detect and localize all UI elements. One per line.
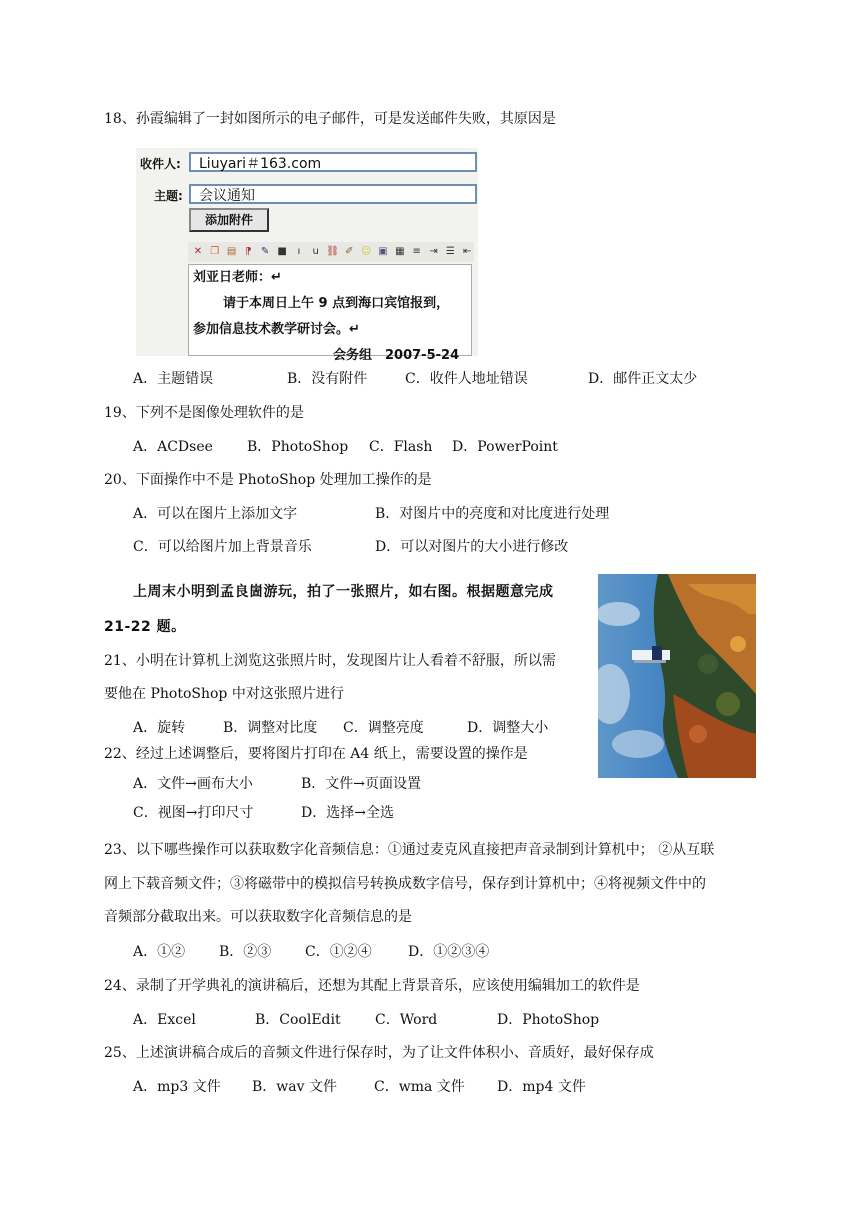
- q22-option-b: B．文件→页面设置: [301, 776, 422, 792]
- q24-stem: 24、录制了开学典礼的演讲稿后，还想为其配上背景音乐，应该使用编辑加工的软件是: [104, 978, 640, 994]
- mountain-photo: [598, 574, 756, 778]
- to-label: 收件人:: [140, 157, 181, 171]
- intro-line-2: 21-22 题。: [104, 619, 186, 635]
- q25-option-c: C．wma 文件: [374, 1079, 465, 1095]
- q18-option-b: B．没有附件: [287, 371, 368, 387]
- q24-option-a: A．Excel: [133, 1012, 196, 1028]
- q18-option-d: D．邮件正文太少: [588, 371, 698, 387]
- subject-field: 会议通知: [189, 184, 477, 204]
- q23-line-2: 网上下载音频文件；③将磁带中的模拟信号转换成数字信号，保存到计算机中；④将视频文件中的: [104, 876, 706, 892]
- q20-option-b: B．对图片中的亮度和对比度进行处理: [375, 506, 610, 522]
- body-line: 请于本周日上午 9 点到海口宾馆报到，: [223, 296, 450, 311]
- q18-option-a: A．主题错误: [133, 371, 214, 387]
- attach-button: 添加附件: [189, 208, 269, 232]
- q21-line-2: 要他在 PhotoShop 中对这张照片进行: [104, 686, 344, 702]
- q22-option-c: C．视图→打印尺寸: [133, 805, 254, 821]
- emoticon-icon: ☺: [360, 246, 372, 257]
- q20-option-a: A．可以在图片上添加文字: [133, 506, 298, 522]
- body-line: 会务组 2007-5-24: [333, 348, 460, 363]
- to-field: Liuyari＃163.com: [189, 152, 477, 172]
- q24-option-b: B．CoolEdit: [255, 1012, 341, 1028]
- color-icon: ✎: [261, 246, 270, 257]
- q21-option-b: B．调整对比度: [223, 720, 318, 736]
- q24-option-c: C．Word: [375, 1012, 438, 1028]
- q25-option-b: B．wav 文件: [252, 1079, 337, 1095]
- table-icon: ▦: [395, 246, 405, 257]
- q22-stem: 22、经过上述调整后，要将图片打印在 A4 纸上，需要设置的操作是: [104, 746, 528, 762]
- body-line: 参加信息技术教学研讨会。↵: [193, 322, 360, 337]
- q23-line-3: 音频部分截取出来。可以获取数字化音频信息的是: [104, 909, 412, 925]
- q19-option-b: B．PhotoShop: [247, 439, 349, 455]
- landscape-image-icon: [598, 574, 756, 778]
- q25-option-a: A．mp3 文件: [133, 1079, 221, 1095]
- q23-option-c: C．①②④: [305, 944, 372, 960]
- link-icon: ⛓: [326, 246, 339, 257]
- q19-option-c: C．Flash: [369, 439, 433, 455]
- subject-label: 主题:: [154, 189, 183, 203]
- copy-icon: ❐: [210, 246, 220, 257]
- q19-option-a: A．ACDsee: [133, 439, 213, 455]
- q23-line-1: 23、以下哪些操作可以获取数字化音频信息：①通过麦克风直接把声音录制到计算机中； ②从互联: [104, 842, 715, 858]
- q18-stem: 18、孙霞编辑了一封如图所示的电子邮件，可是发送邮件失败，其原因是: [104, 111, 556, 127]
- paste-icon: ▤: [226, 246, 237, 257]
- outdent-icon: ⇤: [462, 246, 472, 257]
- q20-option-c: C．可以给图片加上背景音乐: [133, 539, 312, 555]
- q23-option-d: D．①②③④: [408, 944, 490, 960]
- q22-option-d: D．选择→全选: [301, 805, 394, 821]
- editor-toolbar: [188, 242, 474, 262]
- italic-icon: ı: [297, 246, 301, 257]
- intro-line-1: 上周末小明到孟良崮游玩，拍了一张照片，如右图。根据题意完成: [133, 584, 554, 600]
- list-icon: ☰: [445, 246, 455, 257]
- email-body: [188, 264, 472, 363]
- email-screenshot: [136, 148, 478, 363]
- q20-stem: 20、下面操作中不是 PhotoShop 处理加工操作的是: [104, 472, 432, 488]
- pen-icon: ✐: [345, 246, 354, 257]
- q21-line-1: 21、小明在计算机上浏览这张照片时，发现图片让人看着不舒服，所以需: [104, 653, 556, 669]
- image-icon: ▣: [378, 246, 388, 257]
- q19-option-d: D．PowerPoint: [452, 439, 558, 455]
- q25-option-d: D．mp4 文件: [497, 1079, 586, 1095]
- q22-option-a: A．文件→画布大小: [133, 776, 253, 792]
- q21-option-a: A．旋转: [133, 720, 186, 736]
- underline-icon: u: [312, 246, 319, 257]
- q21-option-d: D．调整大小: [467, 720, 549, 736]
- cut-icon: ✕: [193, 246, 203, 257]
- q24-option-d: D．PhotoShop: [497, 1012, 600, 1028]
- q23-option-b: B．②③: [219, 944, 272, 960]
- bold-icon: ■: [277, 246, 287, 257]
- q19-stem: 19、下列不是图像处理软件的是: [104, 405, 304, 421]
- q20-option-d: D．可以对图片的大小进行修改: [375, 539, 569, 555]
- q21-option-c: C．调整亮度: [343, 720, 424, 736]
- font-icon: ⁋: [245, 246, 252, 257]
- q18-option-c: C．收件人地址错误: [405, 371, 528, 387]
- indent-icon: ⇥: [429, 246, 438, 257]
- q23-option-a: A．①②: [133, 944, 186, 960]
- align-icon: ≡: [412, 246, 421, 257]
- body-line: 刘亚日老师：↵: [193, 270, 282, 285]
- q25-stem: 25、上述演讲稿合成后的音频文件进行保存时，为了让文件体积小、音质好，最好保存成: [104, 1045, 654, 1061]
